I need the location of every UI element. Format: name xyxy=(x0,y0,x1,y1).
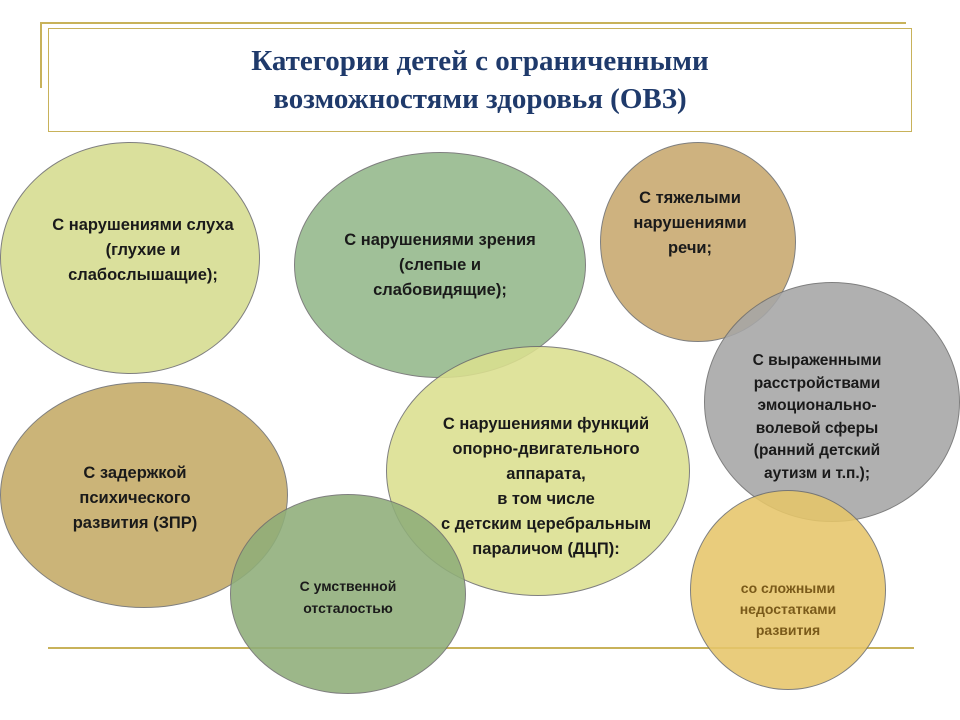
label-vision xyxy=(294,228,586,303)
label-hearing xyxy=(0,213,286,288)
top-decorative-line xyxy=(40,22,906,24)
label-hearing-line-1: С нарушениями слуха xyxy=(52,216,234,234)
label-zpr-line-1: С задержкой xyxy=(83,464,187,482)
label-zpr-line-3: развития (ЗПР) xyxy=(72,514,198,532)
label-complex-line-1: со сложными xyxy=(740,580,836,596)
label-speech-line-2: нарушениями xyxy=(633,214,747,232)
label-musculoskeletal-line-6: параличом (ДЦП): xyxy=(472,540,620,558)
label-complex-line-3: развития xyxy=(755,622,821,638)
label-vision-line-3: слабовидящие); xyxy=(373,281,507,299)
page-title xyxy=(251,42,708,118)
label-speech xyxy=(592,186,788,261)
label-emotional xyxy=(712,350,922,485)
label-musculoskeletal-line-2: опорно-двигательного xyxy=(452,440,640,458)
label-zpr xyxy=(0,461,270,536)
left-decorative-line xyxy=(40,22,42,88)
label-mental-line-1: С умственной xyxy=(299,578,397,594)
label-emotional-line-4: волевой сферы xyxy=(755,419,879,437)
label-hearing-line-2: (глухие и xyxy=(105,241,181,259)
label-musculoskeletal-line-4: в том числе xyxy=(497,490,595,508)
label-complex xyxy=(690,578,886,641)
label-zpr-line-2: психического xyxy=(79,489,191,507)
label-musculoskeletal-line-1: С нарушениями функций xyxy=(442,415,650,433)
label-emotional-line-5: (ранний детский xyxy=(753,442,881,459)
label-emotional-line-1: С выраженными xyxy=(752,352,882,369)
label-hearing-line-3: слабослышащие); xyxy=(68,266,218,284)
label-emotional-line-2: расстройствами xyxy=(753,374,881,392)
title-line-2: возможностями здоровья (ОВЗ) xyxy=(273,83,687,115)
label-musculoskeletal-line-5: с детским церебральным xyxy=(440,515,652,533)
label-mental-line-2: отсталостью xyxy=(303,600,393,616)
title-line-1: Категории детей с ограниченными xyxy=(251,45,709,77)
label-musculoskeletal xyxy=(396,412,696,562)
title-box xyxy=(48,28,912,132)
label-speech-line-1: С тяжелыми xyxy=(639,189,741,207)
label-musculoskeletal-line-3: аппарата, xyxy=(506,465,586,483)
label-vision-line-2: (слепые и xyxy=(398,256,482,274)
label-speech-line-3: речи; xyxy=(667,239,713,257)
label-emotional-line-6: аутизм и т.п.); xyxy=(763,464,870,482)
label-vision-line-1: С нарушениями зрения xyxy=(344,231,536,249)
label-complex-line-2: недостатками xyxy=(739,601,837,617)
label-mental xyxy=(240,575,456,619)
label-emotional-line-3: эмоционально- xyxy=(757,397,877,414)
